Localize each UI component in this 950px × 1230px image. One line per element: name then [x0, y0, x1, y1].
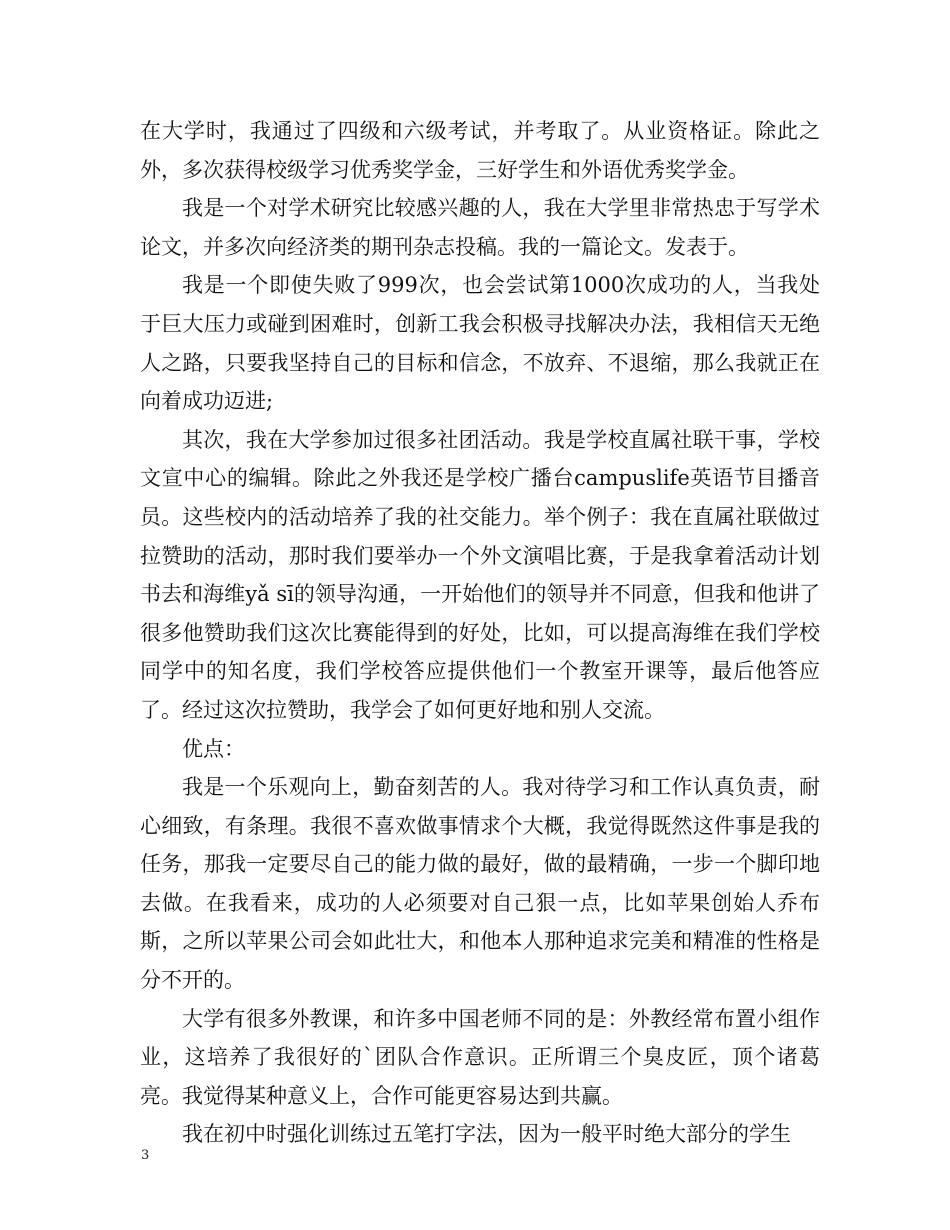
page-number: 3 [141, 1148, 150, 1163]
paragraph-academic-research: 我是一个对学术研究比较感兴趣的人，我在大学里非常热忠于写学术论文，并多次向经济类的期刊杂志投稿。我的一篇论文。发表于。 [140, 196, 820, 259]
paragraph-strengths-heading: 优点： [182, 736, 245, 761]
paragraph-typing: 我在初中时强化训练过五笔打字法，因为一般平时绝大部分的学生 [182, 1122, 791, 1147]
paragraph-perseverance: 我是一个即使失败了999次，也会尝试第1000次成功的人，当我处于巨大压力或碰到困难时，创新工我会积极寻找解决办法，我相信天无绝人之路，只要我坚持自己的目标和信念，不放弃、不退缩，那么我就正在向着成功迈进; [140, 273, 820, 414]
document-body [140, 112, 820, 1154]
paragraph-personality: 我是一个乐观向上，勤奋刻苦的人。我对待学习和工作认真负责，耐心细致，有条理。我很不喜欢做事情求个大概，我觉得既然这件事是我的任务，那我一定要尽自己的能力做的最好，做的最精确，一步一个脚印地去做。在我看来，成功的人必须要对自己狠一点，比如苹果创始人乔布斯，之所以苹果公司会如此壮大，和他本人那种追求完美和精准的性格是分不开的。 [140, 775, 820, 993]
paragraph-club-activities: 其次，我在大学参加过很多社团活动。我是学校直属社联干事，学校文宣中心的编辑。除此之外我还是学校广播台campuslife英语节目播音员。这些校内的活动培养了我的社交能力。举个例子：我在直属社联做过拉赞助的活动，那时我们要举办一个外文演唱比赛，于是我拿着活动计划书去和海维yǎ sī的领导沟通，一开始他们的领导并不同意，但我和他讲了很多他赞助我们这次比赛能得到的好处，比如，可以提高海维在我们学校同学中的知名度，我们学校答应提供他们一个教室开课等，最后他答应了。经过这次拉赞助，我学会了如何更好地和别人交流。 [140, 427, 820, 722]
paragraph-awards: 在大学时，我通过了四级和六级考试，并考取了。从业资格证。除此之外，多次获得校级学习优秀奖学金，三好学生和外语优秀奖学金。 [140, 119, 820, 182]
paragraph-teamwork: 大学有很多外教课，和许多中国老师不同的是：外教经常布置小组作业，这培养了我很好的`团队合作意识。正所谓三个臭皮匠，顶个诸葛亮。我觉得某种意义上，合作可能更容易达到共赢。 [140, 1006, 820, 1108]
